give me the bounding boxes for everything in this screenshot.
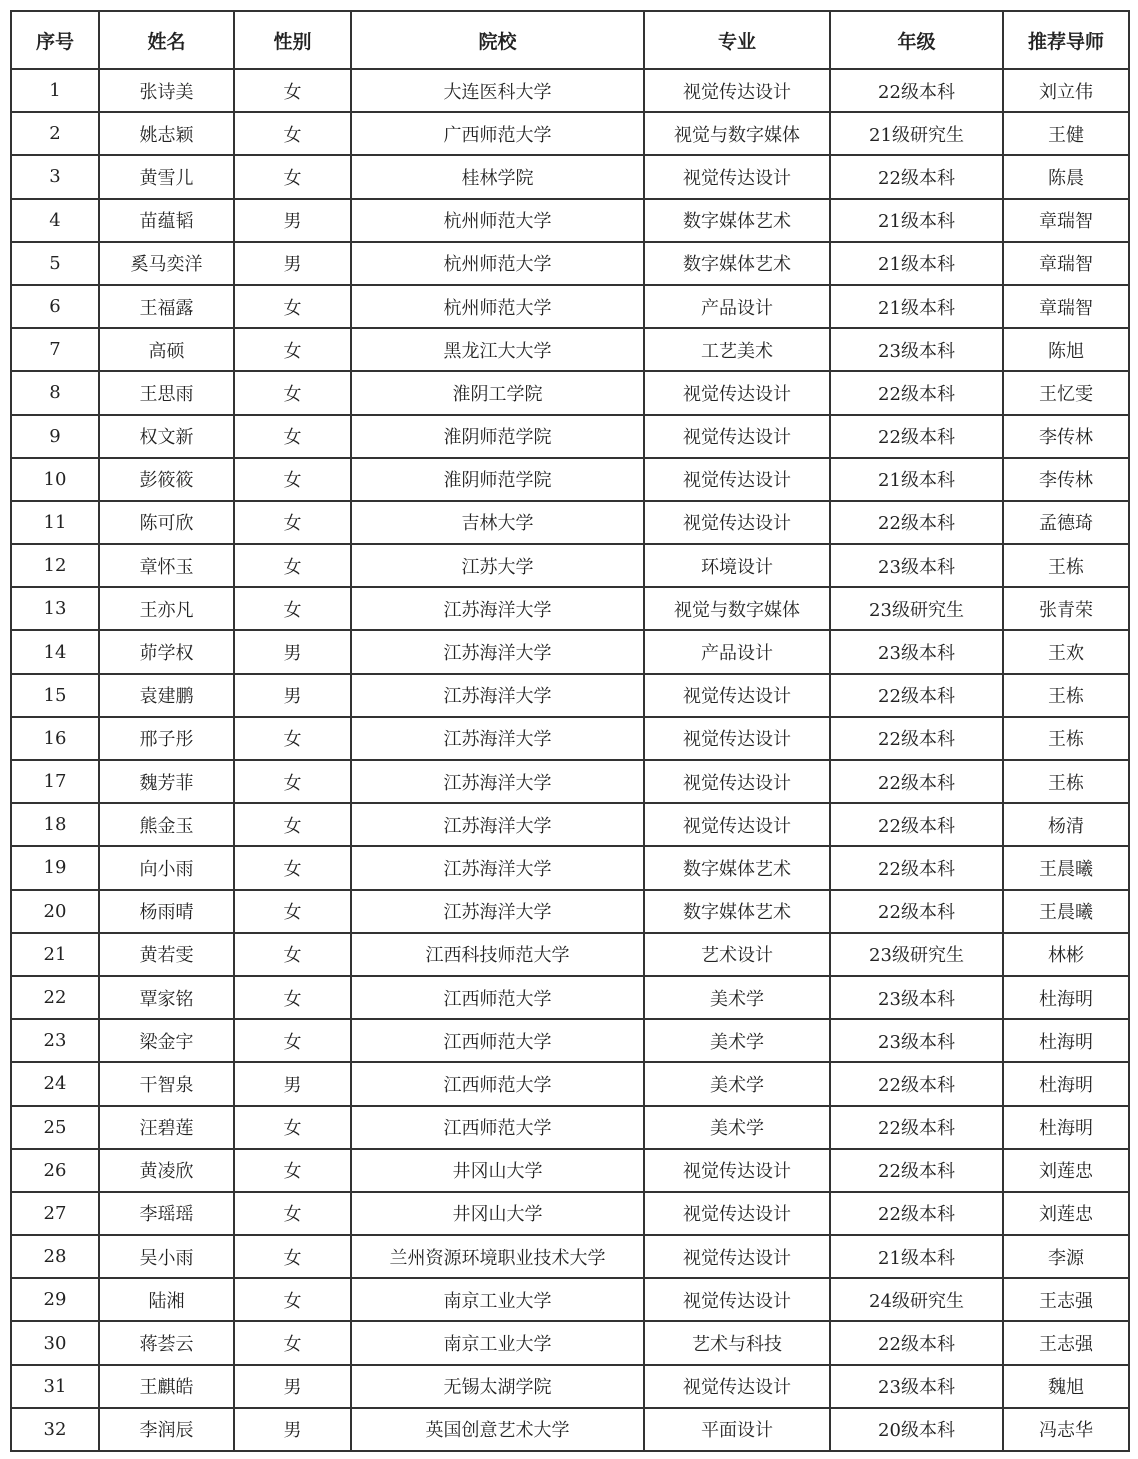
cell-index: 9 bbox=[11, 415, 99, 458]
cell-school: 江西师范大学 bbox=[351, 1062, 644, 1105]
cell-major: 数字媒体艺术 bbox=[644, 242, 830, 285]
cell-mentor: 张青荣 bbox=[1003, 587, 1129, 630]
cell-grade: 22级本科 bbox=[830, 415, 1003, 458]
cell-grade: 23级本科 bbox=[830, 1019, 1003, 1062]
table-row bbox=[11, 458, 1129, 501]
table-row bbox=[11, 1235, 1129, 1278]
cell-name: 吴小雨 bbox=[99, 1235, 234, 1278]
cell-mentor: 孟德琦 bbox=[1003, 501, 1129, 544]
table-row bbox=[11, 1019, 1129, 1062]
header-mentor: 推荐导师 bbox=[1003, 11, 1129, 69]
table-row bbox=[11, 112, 1129, 155]
cell-index: 6 bbox=[11, 285, 99, 328]
cell-major: 美术学 bbox=[644, 1019, 830, 1062]
cell-grade: 21级本科 bbox=[830, 199, 1003, 242]
cell-name: 蒋荟云 bbox=[99, 1321, 234, 1364]
cell-name: 权文新 bbox=[99, 415, 234, 458]
cell-major: 视觉传达设计 bbox=[644, 760, 830, 803]
cell-school: 淮阴师范学院 bbox=[351, 415, 644, 458]
cell-name: 邢子彤 bbox=[99, 717, 234, 760]
cell-gender: 女 bbox=[234, 371, 351, 414]
cell-grade: 22级本科 bbox=[830, 846, 1003, 889]
cell-name: 杨雨晴 bbox=[99, 890, 234, 933]
cell-grade: 22级本科 bbox=[830, 674, 1003, 717]
cell-major: 视觉传达设计 bbox=[644, 674, 830, 717]
cell-mentor: 李传林 bbox=[1003, 458, 1129, 501]
cell-name: 黄凌欣 bbox=[99, 1149, 234, 1192]
cell-school: 江西科技师范大学 bbox=[351, 933, 644, 976]
cell-school: 南京工业大学 bbox=[351, 1278, 644, 1321]
header-major: 专业 bbox=[644, 11, 830, 69]
cell-school: 江苏海洋大学 bbox=[351, 674, 644, 717]
cell-index: 1 bbox=[11, 69, 99, 112]
table-row bbox=[11, 328, 1129, 371]
cell-name: 熊金玉 bbox=[99, 803, 234, 846]
cell-gender: 女 bbox=[234, 544, 351, 587]
cell-grade: 23级研究生 bbox=[830, 933, 1003, 976]
cell-name: 王亦凡 bbox=[99, 587, 234, 630]
cell-index: 11 bbox=[11, 501, 99, 544]
cell-school: 大连医科大学 bbox=[351, 69, 644, 112]
cell-name: 茆学权 bbox=[99, 630, 234, 673]
cell-index: 28 bbox=[11, 1235, 99, 1278]
cell-mentor: 陈旭 bbox=[1003, 328, 1129, 371]
cell-mentor: 章瑞智 bbox=[1003, 285, 1129, 328]
table-row bbox=[11, 199, 1129, 242]
table-row bbox=[11, 630, 1129, 673]
cell-grade: 23级研究生 bbox=[830, 587, 1003, 630]
cell-major: 视觉传达设计 bbox=[644, 1365, 830, 1408]
cell-gender: 女 bbox=[234, 933, 351, 976]
cell-name: 张诗美 bbox=[99, 69, 234, 112]
cell-major: 视觉传达设计 bbox=[644, 717, 830, 760]
cell-grade: 21级研究生 bbox=[830, 112, 1003, 155]
cell-gender: 女 bbox=[234, 155, 351, 198]
table-row bbox=[11, 933, 1129, 976]
table-row bbox=[11, 1365, 1129, 1408]
cell-mentor: 杜海明 bbox=[1003, 1062, 1129, 1105]
cell-gender: 女 bbox=[234, 803, 351, 846]
cell-grade: 22级本科 bbox=[830, 1149, 1003, 1192]
table-row bbox=[11, 1149, 1129, 1192]
header-gender: 性别 bbox=[234, 11, 351, 69]
table-row bbox=[11, 1106, 1129, 1149]
cell-major: 数字媒体艺术 bbox=[644, 199, 830, 242]
cell-gender: 男 bbox=[234, 1365, 351, 1408]
cell-school: 淮阴师范学院 bbox=[351, 458, 644, 501]
cell-school: 江苏海洋大学 bbox=[351, 846, 644, 889]
table-row bbox=[11, 976, 1129, 1019]
cell-name: 王思雨 bbox=[99, 371, 234, 414]
cell-name: 魏芳菲 bbox=[99, 760, 234, 803]
cell-grade: 22级本科 bbox=[830, 1062, 1003, 1105]
cell-school: 江苏海洋大学 bbox=[351, 717, 644, 760]
cell-school: 江苏海洋大学 bbox=[351, 760, 644, 803]
cell-mentor: 刘莲忠 bbox=[1003, 1149, 1129, 1192]
cell-grade: 22级本科 bbox=[830, 69, 1003, 112]
cell-major: 视觉传达设计 bbox=[644, 1149, 830, 1192]
cell-index: 16 bbox=[11, 717, 99, 760]
cell-gender: 女 bbox=[234, 1106, 351, 1149]
cell-grade: 22级本科 bbox=[830, 890, 1003, 933]
cell-grade: 22级本科 bbox=[830, 155, 1003, 198]
cell-major: 视觉传达设计 bbox=[644, 1235, 830, 1278]
cell-school: 杭州师范大学 bbox=[351, 242, 644, 285]
cell-gender: 女 bbox=[234, 760, 351, 803]
cell-index: 15 bbox=[11, 674, 99, 717]
cell-index: 8 bbox=[11, 371, 99, 414]
table-row bbox=[11, 846, 1129, 889]
cell-name: 高硕 bbox=[99, 328, 234, 371]
cell-major: 视觉传达设计 bbox=[644, 155, 830, 198]
cell-gender: 男 bbox=[234, 1062, 351, 1105]
cell-mentor: 章瑞智 bbox=[1003, 199, 1129, 242]
cell-major: 视觉传达设计 bbox=[644, 803, 830, 846]
cell-grade: 22级本科 bbox=[830, 717, 1003, 760]
cell-grade: 22级本科 bbox=[830, 803, 1003, 846]
cell-mentor: 杜海明 bbox=[1003, 1019, 1129, 1062]
cell-grade: 22级本科 bbox=[830, 760, 1003, 803]
cell-mentor: 刘立伟 bbox=[1003, 69, 1129, 112]
cell-mentor: 林彬 bbox=[1003, 933, 1129, 976]
cell-index: 32 bbox=[11, 1408, 99, 1451]
cell-school: 杭州师范大学 bbox=[351, 285, 644, 328]
cell-school: 井冈山大学 bbox=[351, 1149, 644, 1192]
cell-gender: 男 bbox=[234, 242, 351, 285]
cell-gender: 男 bbox=[234, 199, 351, 242]
table-row bbox=[11, 501, 1129, 544]
cell-index: 20 bbox=[11, 890, 99, 933]
cell-mentor: 刘莲忠 bbox=[1003, 1192, 1129, 1235]
cell-mentor: 章瑞智 bbox=[1003, 242, 1129, 285]
header-name: 姓名 bbox=[99, 11, 234, 69]
cell-major: 环境设计 bbox=[644, 544, 830, 587]
cell-gender: 女 bbox=[234, 458, 351, 501]
cell-index: 4 bbox=[11, 199, 99, 242]
cell-index: 22 bbox=[11, 976, 99, 1019]
table-header-row bbox=[11, 11, 1129, 69]
cell-mentor: 王栋 bbox=[1003, 544, 1129, 587]
cell-mentor: 王晨曦 bbox=[1003, 846, 1129, 889]
cell-name: 章怀玉 bbox=[99, 544, 234, 587]
cell-mentor: 李源 bbox=[1003, 1235, 1129, 1278]
cell-grade: 21级本科 bbox=[830, 242, 1003, 285]
cell-school: 无锡太湖学院 bbox=[351, 1365, 644, 1408]
cell-school: 江苏海洋大学 bbox=[351, 803, 644, 846]
header-school: 院校 bbox=[351, 11, 644, 69]
cell-index: 3 bbox=[11, 155, 99, 198]
cell-index: 7 bbox=[11, 328, 99, 371]
cell-index: 23 bbox=[11, 1019, 99, 1062]
cell-index: 24 bbox=[11, 1062, 99, 1105]
cell-school: 江西师范大学 bbox=[351, 1106, 644, 1149]
cell-major: 视觉传达设计 bbox=[644, 69, 830, 112]
cell-gender: 女 bbox=[234, 1192, 351, 1235]
table-row bbox=[11, 1321, 1129, 1364]
cell-mentor: 王志强 bbox=[1003, 1278, 1129, 1321]
student-list-table bbox=[10, 10, 1130, 1452]
cell-school: 江西师范大学 bbox=[351, 976, 644, 1019]
cell-major: 产品设计 bbox=[644, 630, 830, 673]
cell-grade: 24级研究生 bbox=[830, 1278, 1003, 1321]
cell-school: 江西师范大学 bbox=[351, 1019, 644, 1062]
table-row bbox=[11, 717, 1129, 760]
table-row bbox=[11, 242, 1129, 285]
cell-gender: 女 bbox=[234, 1149, 351, 1192]
cell-index: 17 bbox=[11, 760, 99, 803]
table-row bbox=[11, 1192, 1129, 1235]
cell-mentor: 杜海明 bbox=[1003, 976, 1129, 1019]
cell-mentor: 王晨曦 bbox=[1003, 890, 1129, 933]
cell-grade: 22级本科 bbox=[830, 1321, 1003, 1364]
cell-name: 王福露 bbox=[99, 285, 234, 328]
cell-grade: 21级本科 bbox=[830, 1235, 1003, 1278]
cell-gender: 女 bbox=[234, 1235, 351, 1278]
cell-index: 26 bbox=[11, 1149, 99, 1192]
cell-mentor: 王栋 bbox=[1003, 760, 1129, 803]
cell-school: 黑龙江大大学 bbox=[351, 328, 644, 371]
cell-gender: 女 bbox=[234, 846, 351, 889]
cell-name: 奚马奕洋 bbox=[99, 242, 234, 285]
cell-gender: 女 bbox=[234, 285, 351, 328]
cell-name: 李润辰 bbox=[99, 1408, 234, 1451]
cell-gender: 女 bbox=[234, 112, 351, 155]
cell-index: 27 bbox=[11, 1192, 99, 1235]
cell-school: 淮阴工学院 bbox=[351, 371, 644, 414]
cell-name: 黄雪儿 bbox=[99, 155, 234, 198]
cell-major: 视觉与数字媒体 bbox=[644, 587, 830, 630]
header-index: 序号 bbox=[11, 11, 99, 69]
cell-name: 袁建鹏 bbox=[99, 674, 234, 717]
cell-grade: 21级本科 bbox=[830, 458, 1003, 501]
cell-major: 视觉传达设计 bbox=[644, 415, 830, 458]
cell-mentor: 杨清 bbox=[1003, 803, 1129, 846]
cell-major: 美术学 bbox=[644, 1062, 830, 1105]
cell-name: 苗蕴韬 bbox=[99, 199, 234, 242]
cell-index: 19 bbox=[11, 846, 99, 889]
cell-gender: 女 bbox=[234, 587, 351, 630]
table-row bbox=[11, 155, 1129, 198]
cell-gender: 女 bbox=[234, 415, 351, 458]
cell-index: 18 bbox=[11, 803, 99, 846]
cell-mentor: 陈晨 bbox=[1003, 155, 1129, 198]
cell-mentor: 王欢 bbox=[1003, 630, 1129, 673]
cell-mentor: 李传林 bbox=[1003, 415, 1129, 458]
cell-name: 李瑶瑶 bbox=[99, 1192, 234, 1235]
cell-major: 视觉传达设计 bbox=[644, 371, 830, 414]
cell-school: 广西师范大学 bbox=[351, 112, 644, 155]
cell-grade: 23级本科 bbox=[830, 1365, 1003, 1408]
cell-index: 12 bbox=[11, 544, 99, 587]
table-row bbox=[11, 371, 1129, 414]
cell-major: 产品设计 bbox=[644, 285, 830, 328]
cell-name: 王麒皓 bbox=[99, 1365, 234, 1408]
cell-grade: 23级本科 bbox=[830, 976, 1003, 1019]
cell-gender: 女 bbox=[234, 1278, 351, 1321]
cell-school: 吉林大学 bbox=[351, 501, 644, 544]
cell-major: 视觉传达设计 bbox=[644, 501, 830, 544]
cell-mentor: 王志强 bbox=[1003, 1321, 1129, 1364]
table-row bbox=[11, 890, 1129, 933]
table-row bbox=[11, 674, 1129, 717]
table-row bbox=[11, 1408, 1129, 1451]
cell-school: 江苏海洋大学 bbox=[351, 890, 644, 933]
cell-gender: 女 bbox=[234, 717, 351, 760]
cell-gender: 女 bbox=[234, 69, 351, 112]
table-row bbox=[11, 285, 1129, 328]
table-row bbox=[11, 1278, 1129, 1321]
cell-mentor: 王忆雯 bbox=[1003, 371, 1129, 414]
cell-name: 梁金宇 bbox=[99, 1019, 234, 1062]
cell-index: 5 bbox=[11, 242, 99, 285]
table-row bbox=[11, 69, 1129, 112]
cell-grade: 22级本科 bbox=[830, 371, 1003, 414]
cell-major: 视觉与数字媒体 bbox=[644, 112, 830, 155]
cell-name: 陆湘 bbox=[99, 1278, 234, 1321]
cell-grade: 21级本科 bbox=[830, 285, 1003, 328]
cell-index: 14 bbox=[11, 630, 99, 673]
cell-index: 25 bbox=[11, 1106, 99, 1149]
cell-name: 黄若雯 bbox=[99, 933, 234, 976]
cell-major: 数字媒体艺术 bbox=[644, 890, 830, 933]
cell-school: 南京工业大学 bbox=[351, 1321, 644, 1364]
cell-school: 江苏大学 bbox=[351, 544, 644, 587]
cell-index: 10 bbox=[11, 458, 99, 501]
cell-major: 艺术设计 bbox=[644, 933, 830, 976]
table-row bbox=[11, 544, 1129, 587]
cell-school: 江苏海洋大学 bbox=[351, 587, 644, 630]
cell-gender: 男 bbox=[234, 674, 351, 717]
cell-grade: 20级本科 bbox=[830, 1408, 1003, 1451]
cell-gender: 女 bbox=[234, 976, 351, 1019]
cell-grade: 23级本科 bbox=[830, 328, 1003, 371]
cell-major: 美术学 bbox=[644, 1106, 830, 1149]
cell-school: 杭州师范大学 bbox=[351, 199, 644, 242]
cell-mentor: 王健 bbox=[1003, 112, 1129, 155]
cell-index: 2 bbox=[11, 112, 99, 155]
cell-major: 视觉传达设计 bbox=[644, 458, 830, 501]
cell-major: 视觉传达设计 bbox=[644, 1192, 830, 1235]
cell-grade: 22级本科 bbox=[830, 1106, 1003, 1149]
cell-name: 向小雨 bbox=[99, 846, 234, 889]
cell-gender: 女 bbox=[234, 328, 351, 371]
cell-name: 干智泉 bbox=[99, 1062, 234, 1105]
cell-grade: 22级本科 bbox=[830, 501, 1003, 544]
cell-name: 姚志颖 bbox=[99, 112, 234, 155]
table-row bbox=[11, 803, 1129, 846]
cell-school: 桂林学院 bbox=[351, 155, 644, 198]
cell-name: 汪碧莲 bbox=[99, 1106, 234, 1149]
cell-major: 工艺美术 bbox=[644, 328, 830, 371]
cell-major: 视觉传达设计 bbox=[644, 1278, 830, 1321]
cell-major: 美术学 bbox=[644, 976, 830, 1019]
cell-name: 彭筱筱 bbox=[99, 458, 234, 501]
cell-name: 陈可欣 bbox=[99, 501, 234, 544]
cell-index: 13 bbox=[11, 587, 99, 630]
cell-gender: 女 bbox=[234, 1019, 351, 1062]
table-row bbox=[11, 415, 1129, 458]
cell-name: 覃家铭 bbox=[99, 976, 234, 1019]
cell-major: 平面设计 bbox=[644, 1408, 830, 1451]
table-row bbox=[11, 760, 1129, 803]
table-row bbox=[11, 1062, 1129, 1105]
cell-school: 兰州资源环境职业技术大学 bbox=[351, 1235, 644, 1278]
cell-gender: 男 bbox=[234, 1408, 351, 1451]
cell-major: 数字媒体艺术 bbox=[644, 846, 830, 889]
cell-gender: 女 bbox=[234, 1321, 351, 1364]
header-grade: 年级 bbox=[830, 11, 1003, 69]
cell-index: 21 bbox=[11, 933, 99, 976]
cell-index: 30 bbox=[11, 1321, 99, 1364]
cell-index: 31 bbox=[11, 1365, 99, 1408]
cell-grade: 22级本科 bbox=[830, 1192, 1003, 1235]
cell-school: 江苏海洋大学 bbox=[351, 630, 644, 673]
cell-mentor: 杜海明 bbox=[1003, 1106, 1129, 1149]
cell-school: 井冈山大学 bbox=[351, 1192, 644, 1235]
cell-mentor: 王栋 bbox=[1003, 717, 1129, 760]
cell-school: 英国创意艺术大学 bbox=[351, 1408, 644, 1451]
cell-major: 艺术与科技 bbox=[644, 1321, 830, 1364]
table-row bbox=[11, 587, 1129, 630]
cell-gender: 女 bbox=[234, 890, 351, 933]
cell-index: 29 bbox=[11, 1278, 99, 1321]
cell-mentor: 冯志华 bbox=[1003, 1408, 1129, 1451]
cell-mentor: 魏旭 bbox=[1003, 1365, 1129, 1408]
cell-gender: 男 bbox=[234, 630, 351, 673]
cell-grade: 23级本科 bbox=[830, 544, 1003, 587]
cell-grade: 23级本科 bbox=[830, 630, 1003, 673]
cell-mentor: 王栋 bbox=[1003, 674, 1129, 717]
cell-gender: 女 bbox=[234, 501, 351, 544]
